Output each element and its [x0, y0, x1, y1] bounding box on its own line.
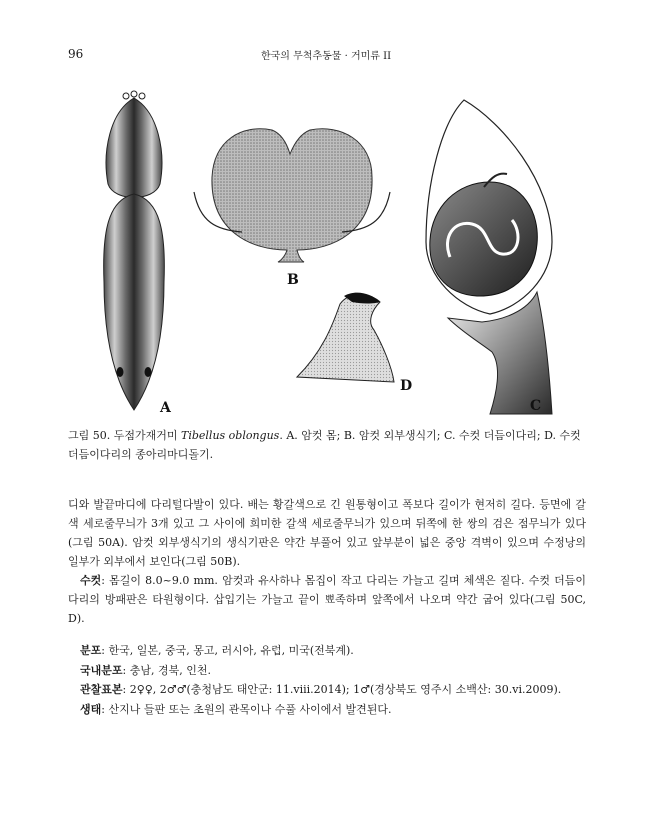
male-palp-drawing — [426, 100, 552, 414]
examined-specimens-text: : 2♀♀, 2♂♂(충청남도 태안군: 11.viii.2014); 1♂(경상북도 영주시 소백산: 30.vi.2009). — [122, 683, 562, 696]
domestic-distribution-heading: 국내분포 — [80, 663, 123, 677]
figure-label-d: D — [400, 378, 413, 394]
figure-label-b: B — [287, 272, 299, 288]
distribution-section — [68, 641, 586, 719]
figure-caption — [68, 426, 586, 464]
figure-label-c: C — [530, 398, 542, 414]
distribution-line — [68, 641, 586, 661]
domestic-distribution-text: : 충남, 경북, 인천. — [122, 663, 211, 677]
examined-specimens-heading: 관찰표본 — [80, 683, 123, 696]
epigyne-drawing — [194, 129, 390, 262]
ecology-line — [68, 700, 586, 720]
distribution-text: : 한국, 일본, 중국, 몽고, 러시아, 유럽, 미국(전북계). — [101, 644, 354, 657]
distribution-heading: 분포 — [80, 644, 102, 657]
figure-plate — [82, 82, 572, 417]
tibial-apophysis-drawing — [297, 293, 394, 382]
female-body-drawing — [104, 91, 165, 410]
caption-species-name: Tibellus oblongus — [181, 429, 280, 442]
male-description-paragraph — [68, 571, 586, 628]
spider-illustration — [82, 82, 572, 417]
page-number: 96 — [68, 47, 84, 61]
figure-label-a: A — [160, 400, 171, 416]
caption-suffix: . A. 암컷 몸; B. 암컷 외부생식기; C. 수컷 더듬이다리; D. 수컷 더듬이다리의 종아리마디돌기. — [68, 429, 581, 461]
species-description — [68, 495, 586, 628]
ecology-text: : 산지나 들판 또는 초원의 관목이나 수풀 사이에서 발견된다. — [101, 702, 392, 716]
ecology-heading: 생태 — [80, 702, 102, 716]
male-description-text: : 몸길이 8.0~9.0 mm. 암컷과 유사하나 몸집이 작고 다리는 가늘고 길며 체색은 짙다. 수컷 더듬이다리의 방패판은 타원형이다. 삽입기는 가늘고 끝이 뾰족하며 앞쪽에서 나오며 약간 굽어 있다(그림 50C, D). — [68, 574, 586, 625]
caption-prefix: 그림 50. 두점가재거미 — [68, 429, 181, 442]
running-header: 한국의 무척추동물 · 거미류 II — [260, 51, 392, 62]
female-description-paragraph: 디와 발끝마디에 다리털다발이 있다. 배는 황갈색으로 긴 원통형이고 폭보다 길이가 현저히 길다. 등면에 갈색 세로줄무늬가 3개 있고 그 사이에 희미한 갈색 세로줄무늬가 있으며 뒤쪽에 한 쌍의 검은 점무늬가 있다(그림 50A). 암컷 외부생식기의 생식기판은 약간 부풀어 있고 앞부분이 넓은 중앙 격벽이 있으며 수정낭의 일부가 외부에서 보인다(그림 50B). — [68, 498, 586, 568]
examined-specimens-line — [68, 680, 586, 700]
male-heading: 수컷 — [80, 574, 102, 587]
domestic-distribution-line — [68, 661, 586, 681]
